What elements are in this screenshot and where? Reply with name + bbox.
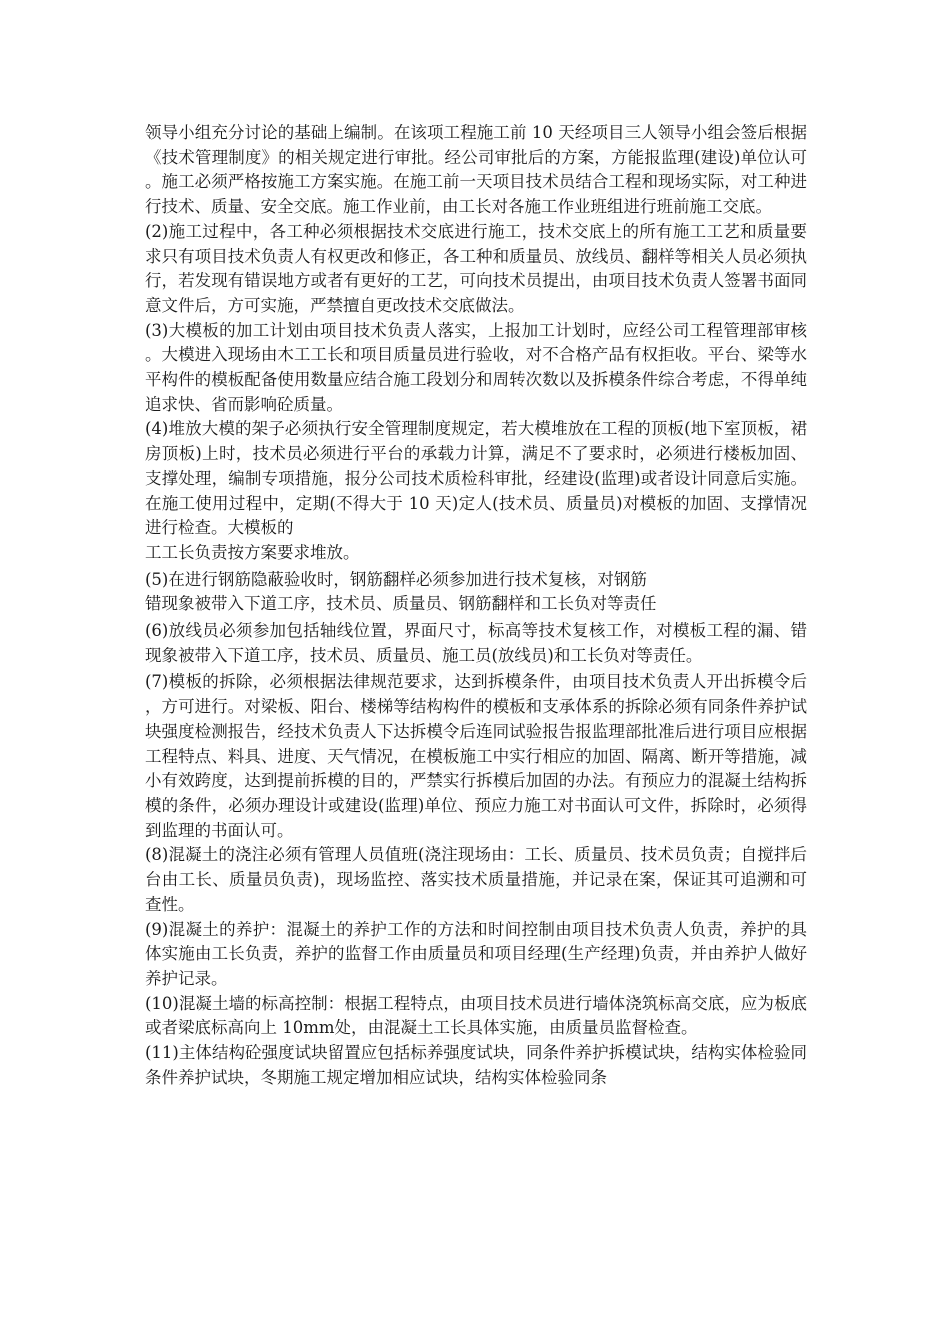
paragraph-item-9: (9)混凝土的养护：混凝土的养护工作的方法和时间控制由项目技术负责人负责，养护的具体实施由工长负责，养护的监督工作由质量员和项目经理(生产经理)负责，并由养护人做好养护记录。 [145,919,807,988]
paragraph-item-11: (11)主体结构砼强度试块留置应包括标养强度试块，同条件养护拆模试块，结构实体检验同条件养护试块，冬期施工规定增加相应试块，结构实体检验同条 [145,1043,807,1087]
paragraph-item-4: (4)堆放大模的架子必须执行安全管理制度规定，若大模堆放在工程的顶板(地下室顶板，裙房顶板)上时，技术员必须进行平台的承载力计算，满足不了要求时，必须进行楼板加固、支撑处理，编制专项措施，报分公司技术质检科审批，经建设(监理)或者设计同意后实施。在施工使用过程中，定期(不得大于 10 天)定人(技术员、质量员)对模板的加固、支撑情况进行检查。大模板的 [145,419,807,538]
paragraph-item-7: (7)模板的拆除，必须根据法律规范要求，达到拆模条件，由项目技术负责人开出拆模令后，方可进行。对梁板、阳台、楼梯等结构构件的模板和支承体系的拆除必须有同条件养护试块强度检测报告，经技术负责人下达拆模令后连同试验报告报监理部批准后进行项目应根据工程特点、料具、进度、天气情况，在模板施工中实行相应的加固、隔离、断开等措施，减小有效跨度，达到提前拆模的目的，严禁实行拆模后加固的办法。有预应力的混凝土结构拆模的条件，必须办理设计或建设(监理)单位、预应力施工对书面认可文件，拆除时，必须得到监理的书面认可。 [145,672,807,840]
document-body [145,121,807,1090]
paragraph-item-4-tail: 工工长负责按方案要求堆放。 [145,542,360,562]
paragraph-item-8: (8)混凝土的浇注必须有管理人员值班(浇注现场由：工长、质量员、技术员负责；自搅拌后台由工长、质量员负责)，现场监控、落实技术质量措施，并记录在案，保证其可追溯和可查性。 [145,845,807,914]
paragraph-item-2: (2)施工过程中，各工种必须根据技术交底进行施工，技术交底上的所有施工工艺和质量要求只有项目技术负责人有权更改和修正，各工种和质量员、放线员、翻样等相关人员必须执行，若发现有错误地方或者有更好的工艺，可向技术员提出，由项目技术负责人签署书面同意文件后，方可实施，严禁擅自更改技术交底做法。 [145,221,807,315]
paragraph-continuation: 领导小组充分讨论的基础上编制。在该项工程施工前 10 天经项目三人领导小组会签后根据《技术管理制度》的相关规定进行审批。经公司审批后的方案，方能报监理(建设)单位认可。施工必须严格按施工方案实施。在施工前一天项目技术员结合工程和现场实际，对工种进行技术、质量、安全交底。施工作业前，由工长对各施工作业班组进行班前施工交底。 [145,123,807,217]
paragraph-item-6: (6)放线员必须参加包括轴线位置，界面尺寸，标高等技术复核工作，对模板工程的漏、错现象被带入下道工序，技术员、质量员、施工员(放线员)和工长负对等责任。 [145,621,807,665]
paragraph-item-5-tail: 错现象被带入下道工序，技术员、质量员、钢筋翻样和工长负对等责任 [145,594,657,614]
paragraph-item-3: (3)大模板的加工计划由项目技术负责人落实，上报加工计划时，应经公司工程管理部审核。大模进入现场由木工工长和项目质量员进行验收，对不合格产品有权拒收。平台、梁等水平构件的模板配备使用数量应结合施工段划分和周转次数以及拆模条件综合考虑，不得单纯追求快、省而影响砼质量。 [145,320,807,414]
paragraph-item-10: (10)混凝土墙的标高控制：根据工程特点，由项目技术员进行墙体浇筑标高交底，应为板底或者梁底标高向上 10mm处，由混凝土工长具体实施，由质量员监督检查。 [145,993,807,1038]
paragraph-item-5: (5)在进行钢筋隐蔽验收时，钢筋翻样必须参加进行技术复核，对钢筋 [145,569,647,589]
